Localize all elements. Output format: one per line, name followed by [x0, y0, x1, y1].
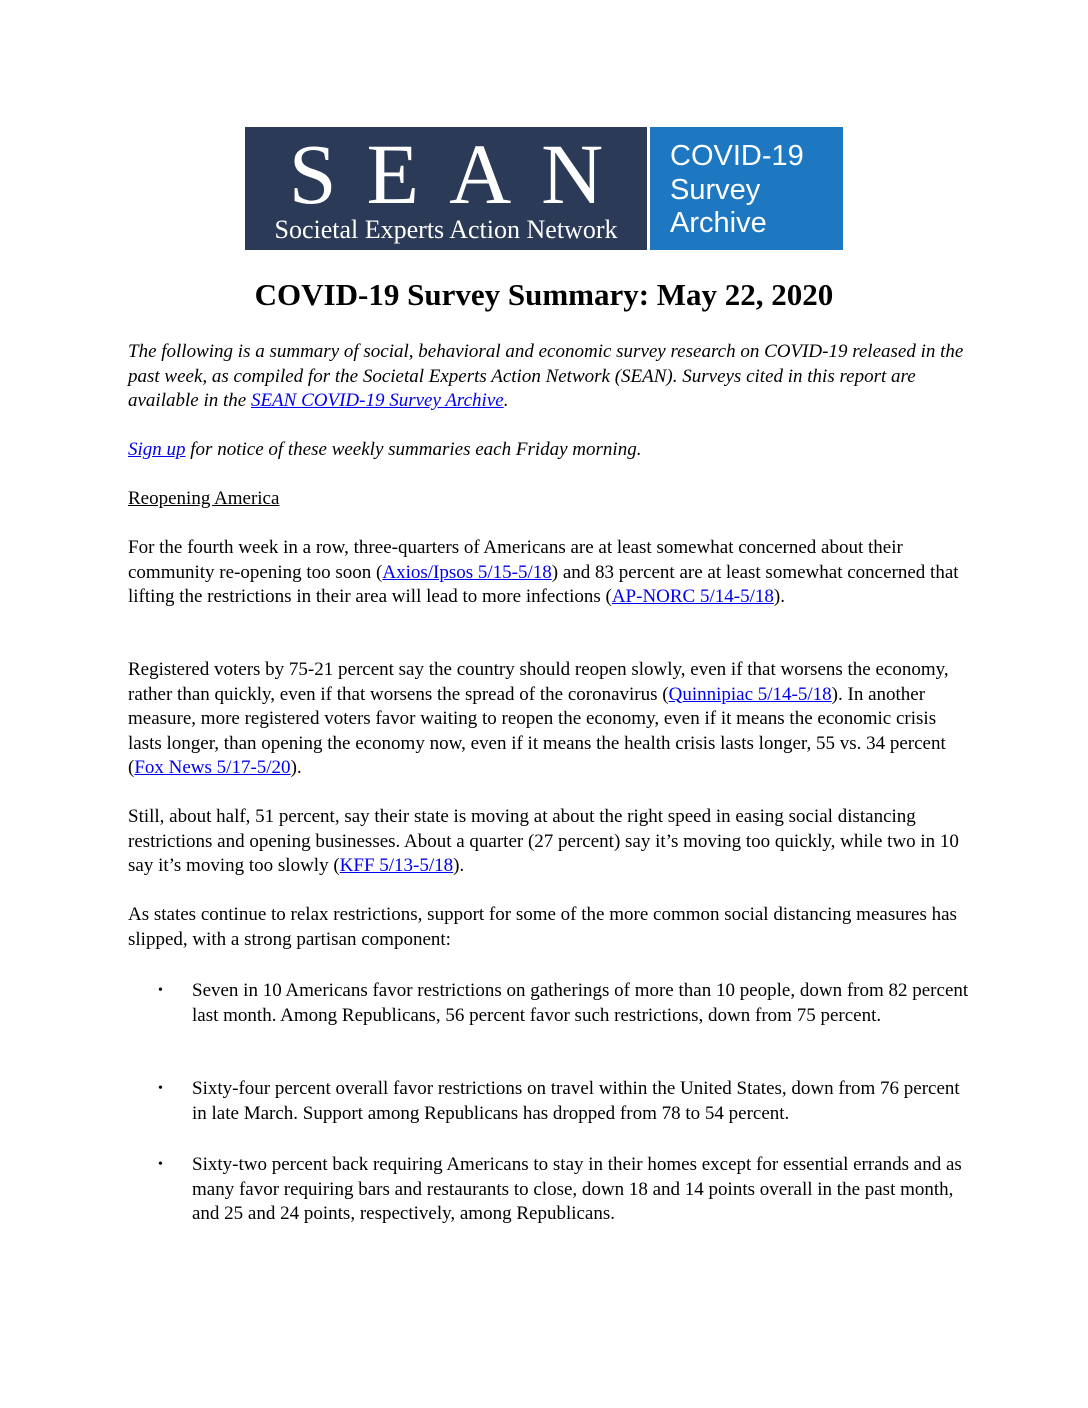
para1-text-1: For the fourth week in a row, three-quarters of Americans are at least somewhat concerned about their community re-opening too soon ( — [128, 537, 903, 583]
page-title: COVID-19 Survey Summary: May 22, 2020 — [254, 277, 834, 312]
list-item: Sixty-four percent overall favor restrictions on travel within the United States, down from 76 percent in late March. Support among Republicans has dropped from 78 to 54 percent. — [192, 1078, 960, 1124]
signup-paragraph — [128, 438, 968, 463]
bullet-dot-2: • — [158, 1081, 163, 1096]
ap-norc-link[interactable]: AP-NORC 5/14-5/18 — [611, 586, 774, 607]
logo-archive-line3: Archive — [670, 207, 767, 239]
logo-archive-line2: Survey — [670, 174, 761, 206]
list-item: Sixty-two percent back requiring Americans to stay in their homes except for essential errands and as many favor requiring bars and restaurants to close, down 18 and 14 points overall in the past month, and 25 and 24 points, respectively, among Republicans. — [192, 1154, 962, 1224]
logo-subtitle: Societal Experts Action Network — [274, 215, 618, 244]
para3-text-2: ). — [453, 855, 465, 876]
survey-archive-link[interactable]: SEAN COVID-19 Survey Archive — [250, 390, 504, 411]
paragraph-3 — [128, 805, 968, 879]
intro-text: The following is a summary of social, behavioral and economic survey research on COVID-19 released in the past week, as compiled for the Societal Experts Action Network (SEAN). Surveys cited in this report are available in the — [128, 341, 964, 411]
para2-text-3: ). — [290, 757, 302, 778]
fox-news-link[interactable]: Fox News 5/17-5/20 — [134, 757, 291, 778]
paragraph-1 — [128, 536, 968, 610]
kff-link[interactable]: KFF 5/13-5/18 — [339, 855, 454, 876]
bullet-dot-1: • — [158, 983, 163, 998]
logo-sean-text: SEAN — [288, 126, 634, 222]
paragraph-2 — [128, 658, 968, 781]
para2-text-2: ). In another measure, more registered voters favor waiting to reopen the economy, even if it means the economic crisis lasts longer, than opening the economy now, even if it means the health crisis lasts longer, 55 vs. 34 percent ( — [128, 683, 946, 778]
sean-logo — [245, 127, 843, 250]
para1-text-3: ). — [773, 586, 785, 607]
intro-text-end: . — [503, 390, 509, 411]
list-item: Seven in 10 Americans favor restrictions on gatherings of more than 10 people, down from 82 percent last month. Among Republicans, 56 percent favor such restrictions, down from 75 percent. — [192, 980, 969, 1026]
section-heading — [128, 487, 968, 512]
logo-sean-panel — [245, 127, 647, 250]
bullet-dot-3: • — [158, 1157, 163, 1172]
para4-text: As states continue to relax restrictions, support for some of the more common social distancing measures has slipped, with a strong partisan component: — [128, 904, 957, 950]
quinnipiac-link[interactable]: Quinnipiac 5/14-5/18 — [668, 683, 832, 705]
sign-up-link[interactable]: Sign up — [128, 439, 186, 460]
logo-archive-panel — [650, 127, 843, 250]
paragraph-4 — [128, 903, 968, 952]
section-heading-text: Reopening America — [128, 488, 280, 509]
para2-text-1: Registered voters by 75-21 percent say the country should reopen slowly, even if that worsens the economy, rather than quickly, even if that worsens the spread of the coronavirus ( — [128, 659, 949, 705]
para1-text-2: ) and 83 percent are at least somewhat concerned that lifting the restrictions in their area will lead to more infections ( — [128, 561, 959, 607]
signup-text: for notice of these weekly summaries each Friday morning. — [185, 439, 642, 460]
axios-ipsos-link[interactable]: Axios/Ipsos 5/15-5/18 — [382, 561, 552, 583]
logo-archive-line1: COVID-19 — [670, 140, 804, 172]
intro-paragraph — [128, 340, 968, 414]
para3-text-1: Still, about half, 51 percent, say their state is moving at about the right speed in easing social distancing restrictions and opening businesses. About a quarter (27 percent) say it’s moving too quickly, while two in 10 say it’s moving too slowly ( — [128, 806, 959, 876]
